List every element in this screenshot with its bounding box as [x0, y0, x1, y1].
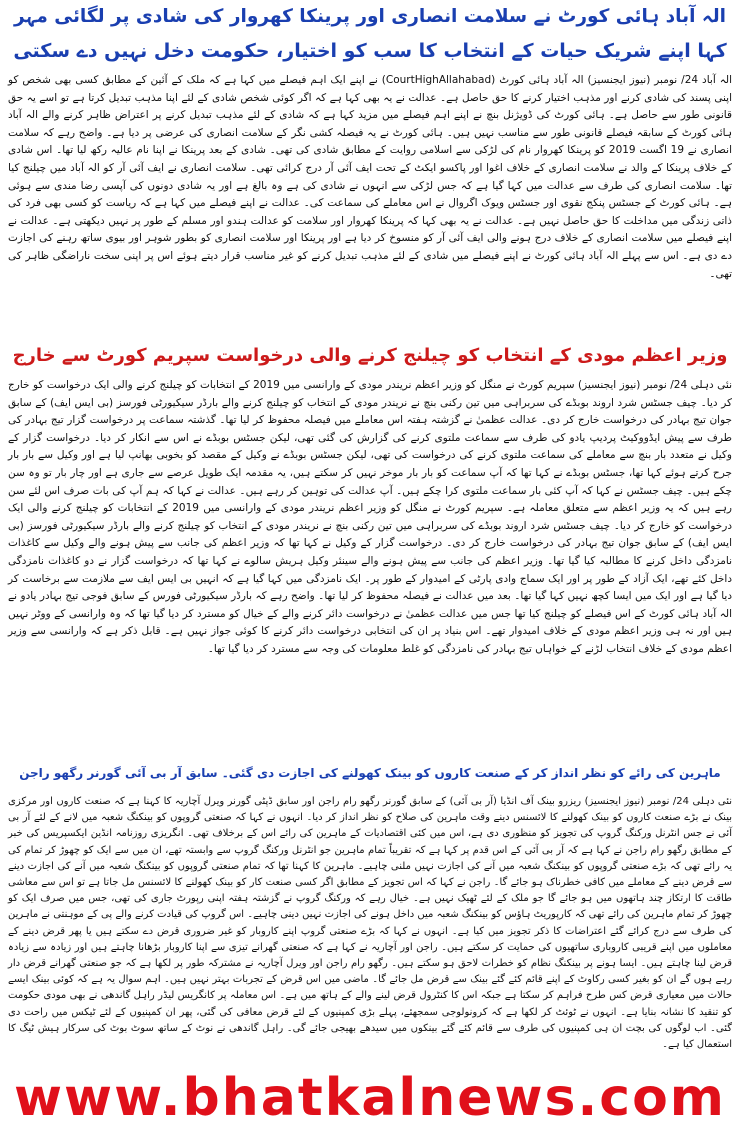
- article-2: [0, 343, 740, 749]
- article-2-headline: وزیر اعظم مودی کے انتخاب کو چیلنج کرنے والی درخواست سپریم کورٹ سے خارج: [12, 345, 728, 366]
- article-1: [0, 4, 740, 328]
- article-2-body: نئی دہلی 24/ نومبر (نیوز ایجنسیز) سپریم کورٹ نے منگل کو وزیر اعظم نریندر مودی کے وارانسی میں 2019 کے انتخابات کو چیلنج کرنے والی ایک درخواست کو خارج کر دیا۔ چیف جسٹس شرد اروند بوبڈے کی سربراہی میں تین رکنی بنچ نے نریندر مودی کے انتخاب کو چیلنج کرنے والے بارڈر سیکیورٹی فورسز (بی ایس ایف) کے سابق جوان تیج بہادر کی درخواست خارج کر دی۔ عدالت عظمیٰ نے گزشتہ ہفتہ اس معاملے میں فیصلہ محفوظ کر لیا تھا۔ گذشتہ سماعت پر درخواست گزار تیج بہادر کی طرف سے پیش ایڈووکیٹ پردیپ یادو کی طرف سے سماعت ملتوی کرنے کی گزارش کی گئی تھی، لیکن جسٹس بوبڈے نے اس سے انکار کر دیا۔ درخواست گزار کے وکیل نے متعدد بار بنچ سے معاملے کی سماعت ملتوی کرنے کی درخواست کی تھی، لیکن جسٹس بوبڈے نے وکیل کے مقصد کو بخوبی بھانپ لیا ہے اور وکیل سے بار بار جرح کرتے ہوئے کہا تھا، جسٹس بوبڈے نے کہا تھا کہ آپ سماعت کو بار بار موخر نہیں کر سکتے ہیں، یہ مقدمہ ایک طویل عرصے سے جاری ہے اور چار بار تو وہ سن چکے ہیں۔ چیف جسٹس نے کہا کہ آپ کئی بار سماعت ملتوی کرا چکے ہیں۔ آپ عدالت کی توہین کر رہے ہیں۔ عدالت نے کہا کہ ہم آپ کی بات صرف اس لئے سن رہے ہیں کہ یہ وزیر اعظم سے متعلق معاملہ ہے۔ سپریم کورٹ نے منگل کو وزیر اعظم نریندر مودی کے وارانسی میں 2019 کے انتخابات کو چیلنج کرنے والی ایک درخواست کو خارج کر دیا۔ چیف جسٹس شرد اروند بوبڈے کی سربراہی میں تین رکنی بنچ نے نریندر مودی کے انتخاب کو چیلنج کرنے والے بارڈر سیکیورٹی فورسز (بی ایس ایف) کے سابق جوان تیج بہادر کی درخواست خارج کر دی۔ درخواست گزار کے وکیل نے کہا تھا کہ وزیر اعظم کی جانب سے پیش ہونے والے وکیل سے کاغذات نامزدگی داخل کرنے کا مطالبہ کیا گیا تھا۔ وزیر اعظم کی جانب سے پیش ہونے والے سینئر وکیل ہریش سالوے نے کہا تھا کہ درخواست گزار نے دو کاغذات نامزدگی داخل کئے تھے، ایک آزاد کے طور پر اور ایک سماج وادی پارٹی کے امیدوار کے طور پر۔ ایک نامزدگی میں کہا گیا ہے کہ انہیں بی ایس ایف سے ملازمت سے برخاست کر دیا گیا ہے اور ایک میں ایسا کچھ نہیں کہا گیا تھا۔ بعد میں عدالت نے فیصلہ محفوظ کر لیا تھا۔ واضح رہے کہ بارڈر سیکیورٹی فورس کے سابق فوجی تیج بہادر یادو نے الہ آباد ہائی کورٹ کے اس فیصلے کو چیلنج کیا تھا جس میں عدالت عظمیٰ نے درخواست دائر کرنے والے کے خیال کو مسترد کر دیا گیا تھا کہ وہ وارانسی کے ووٹر نہیں ہیں اور نہ ہی وزیر اعظم مودی کے خلاف امیدوار تھے۔ اس بنیاد پر ان کی انتخابی درخواست دائر کرنے کا کوئی جواز نہیں ہے۔ قابل ذکر ہے کہ وارانسی سے وزیر اعظم مودی کے خلاف انتخاب لڑنے کے خواہاں تیج بہادر کی نامزدگی کو غلط معلومات کی وجہ سے مسترد کر دیا گیا تھا۔: [8, 379, 733, 655]
- article-3: [0, 760, 740, 1056]
- article-1-headline-2: کہا اپنے شریک حیات کے انتخاب کا سب کو اختیار، حکومت دخل نہیں دے سکتی: [13, 40, 727, 62]
- site-footer-banner: [0, 1062, 740, 1134]
- article-1-body: الہ آباد 24/ نومبر (نیوز ایجنسیز) الہ آباد ہائی کورٹ (CourtHighAllahabad) نے اپنے ایک اہم فیصلے میں کہا ہے کہ ملک کے آئین کے مطابق کسی بھی شخص کو اپنی پسند کی شادی کرنے اور مذہب اختیار کرنے کا حق حاصل ہے۔ عدالت نے یہ بھی کہا ہے کہ اگر کوئی شخص شادی کے لئے اپنا مذہب تبدیل کرتا ہے تو اسے یہ حق قانونی طور سے حاصل ہے۔ ہائی کورٹ کی ڈویژنل بنچ نے اپنے اہم فیصلے میں مزید کہا ہے کہ شادی کے لئے مذہب تبدیل کرنے پر اعتراض ظاہر کرنے والے الہ آباد ہائی کورٹ کے سابقہ فیصلے قانونی طور سے مناسب نہیں ہیں۔ ہائی کورٹ نے یہ فیصلہ کشی نگر کے سلامت انصاری کی عرضی پر دیا ہے۔ واضح رہے کہ سلامت انصاری نے 19 اگست 2019 کو پرینکا کھروار نام کی لڑکی سے اسلامی روایت کے مطابق شادی کی تھی۔ شادی کے بعد پرینکا نے اپنا نام عالیہ رکھ لیا تھا۔ اس شادی کے خلاف پرینکا کے والد نے سلامت انصاری کے خلاف اغوا اور پاکسو ایکٹ کے تحت ایف آئی آر درج کرائی تھی۔ سلامت انصاری نے ایف آئی آر کو الہ آباد میں چیلنج کیا تھا۔ سلامت انصاری کی طرف سے عدالت میں کہا گیا ہے کہ جس لڑکی سے انہوں نے شادی کی ہے وہ بالغ ہے اور یہ شادی دونوں کی آپسی رضا مندی سے ہوئی ہے۔ ہائی کورٹ کے جسٹس پنکج نقوی اور جسٹس ویوک اگروال نے اس معاملے کی سماعت کی۔ عدالت نے اپنے فیصلے میں کہا ہے کہ ریاست کو کسی بھی فرد کی ذاتی زندگی میں مداخلت کا حق حاصل نہیں ہے۔ عدالت نے یہ بھی کہا کہ پرینکا کھروار اور سلامت کو عدالت ہندو اور مسلم کے طور پر نہیں دیکھتی ہے۔ عدالت نے اپنے فیصلے میں سلامت انصاری کے خلاف درج ہونے والی ایف آئی آر کو منسوخ کر دیا ہے اور پرینکا اور سلامت انصاری کو بطور شوہر اور بیوی ساتھ رہنے کی اجازت دے دی ہے۔ اس سے پہلے الہ آباد ہائی کورٹ نے اپنے فیصلے میں شادی کے لئے مذہب تبدیل کرنے کو غیر مناسب قرار دیتے ہوئے اس پر اپنی سخت ناراضگی ظاہر کی تھی۔: [8, 74, 732, 280]
- article-3-headline: ماہرین کی رائے کو نظر انداز کر کے صنعت کاروں کو بینک کھولنے کی اجازت دی گئی۔ سابق آر بی آئی گورنر رگھو راجن: [19, 766, 721, 780]
- article-1-headline-1: الہ آباد ہائی کورٹ نے سلامت انصاری اور پرینکا کھروار کی شادی پر لگائی مہر: [14, 6, 726, 27]
- site-url-text[interactable]: www.bhatkalnews.com: [14, 1068, 726, 1128]
- article-3-body: نئی دہلی 24/ نومبر (نیوز ایجنسیز) ریزرو بینک آف انڈیا (آر بی آئی) کے سابق گورنر رگھو رام راجن اور سابق ڈپٹی گورنر ویرل آچاریہ کا کہنا ہے کہ صنعت کاروں اور مرکزی بینک نے بڑے صنعت کاروں کو بینک کھولنے کا لائسنس دینے وقت ماہرین کی صلاح کو نظر انداز کر دیا۔ انہوں نے کہا کہ صنعتی گروپوں کو بینکنگ شعبہ میں لانے کے لئے آر بی آئی نے جس انٹرنل ورکنگ گروپ کی تجویز کو منظوری دی ہے، اس میں کئی اقتصادیات کے ماہرین کی رائے اس کے برخلاف تھی۔ انگریزی روزنامہ انڈین ایکسپریس کی خبر کے مطابق رگھو رام راجن نے کہا ہے کہ آر بی آئی کے اس قدم پر کہا ہے کہ تقریباً تمام ماہرین جو انٹرنل ورکنگ گروپ سے وابستہ تھے، ان میں سے ایک کو چھوڑ کر تمام کی یہ رائے تھی کہ بڑے صنعتی گروپوں کو بینکنگ شعبہ میں آنے کی اجازت نہیں ملنی چاہیے۔ ماہرین کا کہنا تھا کہ تمام صنعتی گروپوں کو بینکنگ شعبہ میں آنے کی اجازت دینے سے قرض دینے کے معاملے میں کافی خطرناک ہو جائے گا۔ راجن نے کہا کہ اس تجویز کے مطابق اگر کسی صنعت کار کو بینک کھولنے کا لائسنس مل جاتا ہے تو اس سے معاشی طاقت کا ارتکاز چند ہاتھوں میں ہو جائے گا جو ملک کے لئے ٹھیک نہیں ہے۔ خیال رہے کہ ورکنگ گروپ نے گزشتہ ہفتہ اپنی رپورٹ جاری کی تھی، جس میں صرف ایک کو چھوڑ کر تمام ماہرین کی رائے تھی کہ کارپوریٹ ہاؤس کو بینکنگ شعبہ میں داخل ہونے کی اجازت نہیں دینی چاہیے۔ اس گروپ کی قیادت کرنے والے پی کے موہنتی نے ماہرین کی طرف سے درج کرائے گئے اعتراضات کا ذکر تجویز میں کیا ہے۔ انہوں نے کہا کہ بڑے صنعتی گروپ اپنے کاروبار کو غیر ضروری قرض دے سکتے ہیں یا پھر قرض دینے کے معاملوں میں اپنے قریبی کاروباری ساتھیوں کی حمایت کر سکتے ہیں۔ راجن اور آچاریہ نے کہا ہے کہ صنعتی گھرانے تیزی سے اپنا کاروبار بڑھانا چاہتے ہیں اور زیادہ سے زیادہ قرض لینا چاہتے ہیں۔ ایسا ہونے پر بینکنگ نظام کو خطرات لاحق ہو سکتے ہیں۔ رگھو رام راجن اور ویرل آچاریہ نے مشترکہ طور پر لکھا ہے کہ جو صنعتی گھرانے قرض دار رہے ہوں گے ان کو بغیر کسی رکاوٹ کے اپنے قائم کئے گئے بینک سے قرض مل جائے گا۔ ماضی میں اس قرض کے تجربات بہتر نہیں ہیں۔ اہم سوال یہ ہے کہ کوئی بینک ایسے حالات میں معیاری قرض کس طرح فراہم کر سکتا ہے جبکہ اس کا کنٹرول قرض لینے والے کے ہاتھ میں ہے۔ اس معاملہ پر کانگریس لیڈر راہل گاندھی نے بھی مودی حکومت کو تنقید کا نشانہ بنایا ہے۔ انہوں نے ٹوئٹ کر لکھا ہے کہ کرونولوجی سمجھئے، پہلے بڑی کمپنیوں کے لئے قرض معافی کی گئی، پھر ان کمپنیوں کے لئے ٹیکس میں راحت دی گئی۔ اب لوگوں کی بچت ان ہی کمپنیوں کی طرف سے قائم کئے گئے بینکوں میں سیدھے بھیجی جائے گی۔ راہل گاندھی نے نوٹ کے ساتھ سوٹ بوٹ کی سرکار ہیش ٹیگ کا استعمال کیا ہے۔: [8, 796, 733, 1051]
